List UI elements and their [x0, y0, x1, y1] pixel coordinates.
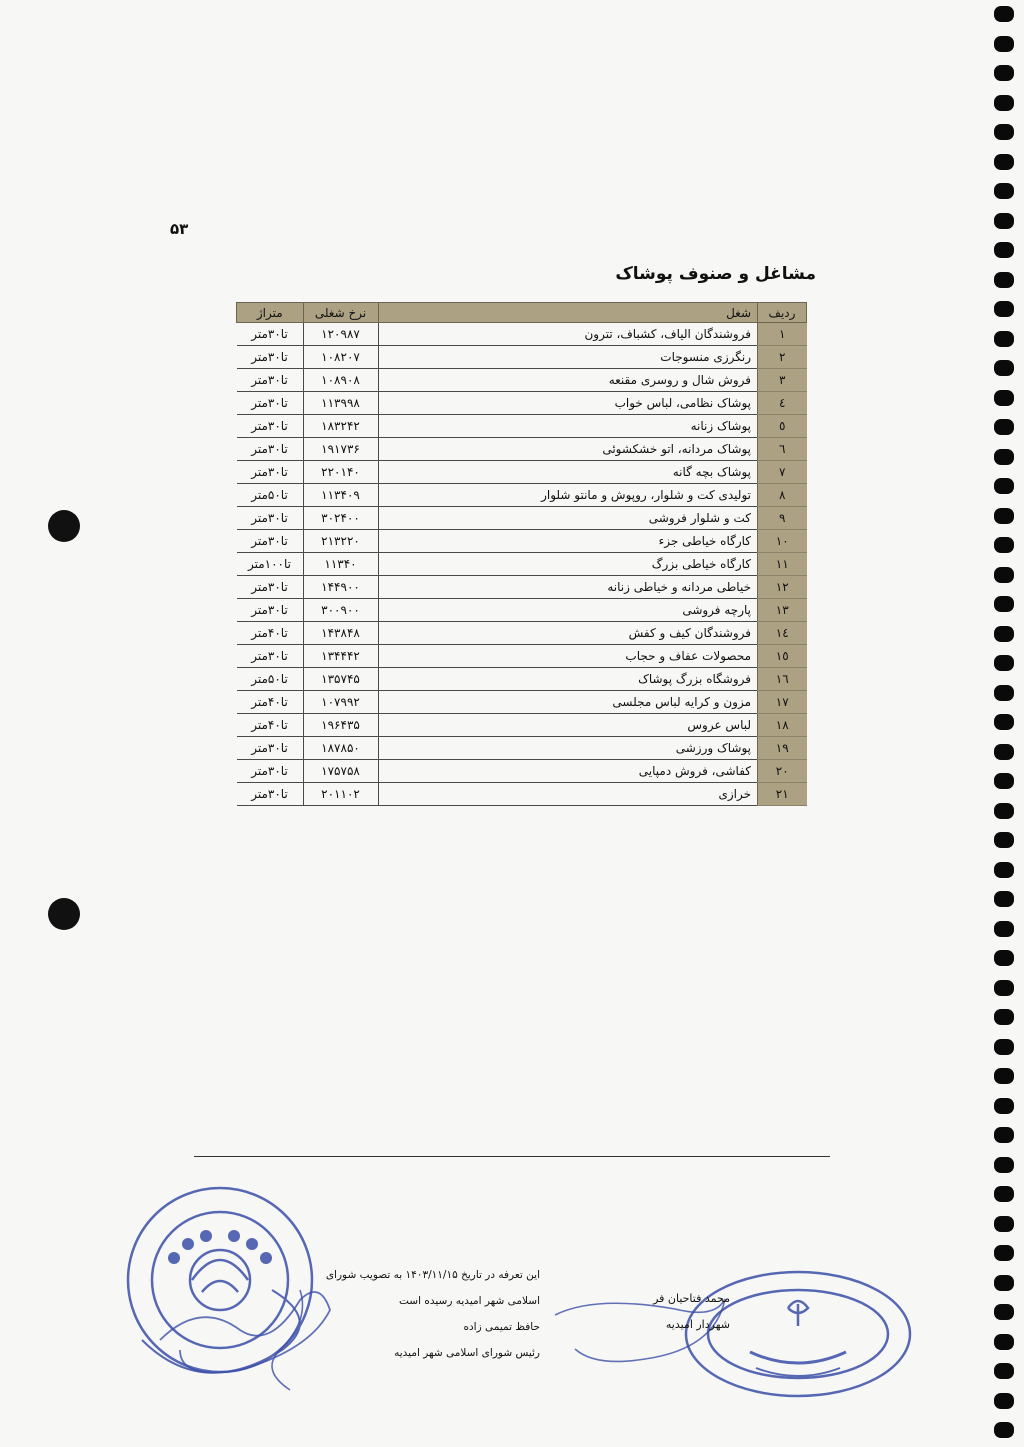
footer-divider	[194, 1156, 830, 1157]
area-limit: تا۳۰متر	[237, 369, 304, 392]
table-row	[237, 484, 807, 507]
spiral-hole	[994, 1039, 1014, 1055]
area-limit: تا۳۰متر	[237, 415, 304, 438]
spiral-hole	[994, 1068, 1014, 1084]
table-row	[237, 369, 807, 392]
occupation-rate: ۱۳۴۴۴۲	[303, 645, 378, 668]
table-row	[237, 438, 807, 461]
occupation-name: پوشاک ورزشی	[378, 737, 758, 760]
area-limit: تا۵۰متر	[237, 668, 304, 691]
area-limit: تا۳۰متر	[237, 576, 304, 599]
table-row	[237, 645, 807, 668]
occupation-rate: ۱۳۵۷۴۵	[303, 668, 378, 691]
area-limit: تا۴۰متر	[237, 714, 304, 737]
area-limit: تا۵۰متر	[237, 484, 304, 507]
row-number: ۲۰	[758, 760, 807, 783]
spiral-hole	[994, 1422, 1014, 1438]
row-number: ۸	[758, 484, 807, 507]
occupation-name: فروشگاه بزرگ پوشاک	[378, 668, 758, 691]
occupation-rate: ۲۱۳۲۲۰	[303, 530, 378, 553]
occupation-name: پوشاک بچه گانه	[378, 461, 758, 484]
occupation-name: فروشندگان الیاف، کشباف، تترون	[378, 323, 758, 346]
spiral-hole	[994, 331, 1014, 347]
mayor-role: شهردار امیدیه	[665, 1318, 730, 1331]
occupation-name: پوشاک مردانه، اتو خشکشوئی	[378, 438, 758, 461]
row-number: ۱۳	[758, 599, 807, 622]
spiral-hole	[994, 537, 1014, 553]
occupation-rate: ۱۸۷۸۵۰	[303, 737, 378, 760]
occupation-name: کارگاه خیاطی جزء	[378, 530, 758, 553]
occupation-name: محصولات عفاف و حجاب	[378, 645, 758, 668]
table-row	[237, 691, 807, 714]
row-number: ۱	[758, 323, 807, 346]
table-row	[237, 507, 807, 530]
occupation-rate: ۱۴۳۸۴۸	[303, 622, 378, 645]
table-row	[237, 783, 807, 806]
council-chair-name: حافظ تمیمی زاده	[463, 1321, 540, 1333]
table-row	[237, 599, 807, 622]
spiral-hole	[994, 213, 1014, 229]
spiral-hole	[994, 1127, 1014, 1143]
area-limit: تا۳۰متر	[237, 737, 304, 760]
page-title: مشاغل و صنوف پوشاک	[615, 264, 816, 284]
header-area: متراژ	[237, 303, 304, 323]
row-number: ۳	[758, 369, 807, 392]
occupation-name: فروشندگان کیف و کفش	[378, 622, 758, 645]
area-limit: تا۳۰متر	[237, 438, 304, 461]
mayor-name: محمد فتاحیان فر	[653, 1292, 730, 1305]
table-row	[237, 415, 807, 438]
spiral-hole	[994, 124, 1014, 140]
table-row	[237, 553, 807, 576]
occupation-rate: ۱۱۳۴۰	[303, 553, 378, 576]
row-number: ٤	[758, 392, 807, 415]
occupation-name: تولیدی کت و شلوار، روپوش و مانتو شلوار	[378, 484, 758, 507]
table-row	[237, 760, 807, 783]
spiral-hole	[994, 1393, 1014, 1409]
row-number: ۲	[758, 346, 807, 369]
table-header-row	[237, 303, 807, 323]
area-limit: تا۱۰۰متر	[237, 553, 304, 576]
area-limit: تا۳۰متر	[237, 507, 304, 530]
spiral-hole	[994, 685, 1014, 701]
spiral-hole	[994, 508, 1014, 524]
spiral-hole	[994, 242, 1014, 258]
row-number: ۱۱	[758, 553, 807, 576]
spiral-hole	[994, 95, 1014, 111]
spiral-hole	[994, 714, 1014, 730]
row-number: ۱۰	[758, 530, 807, 553]
spiral-binding	[994, 0, 1016, 1447]
spiral-hole	[994, 301, 1014, 317]
spiral-hole	[994, 803, 1014, 819]
row-number: ۱٦	[758, 668, 807, 691]
occupation-name: لباس عروس	[378, 714, 758, 737]
area-limit: تا۳۰متر	[237, 461, 304, 484]
occupation-rate: ۱۹۶۴۳۵	[303, 714, 378, 737]
occupation-rate: ۱۸۳۲۴۲	[303, 415, 378, 438]
spiral-hole	[994, 1157, 1014, 1173]
occupation-rate: ۳۰۰۹۰۰	[303, 599, 378, 622]
table-row	[237, 323, 807, 346]
spiral-hole	[994, 1098, 1014, 1114]
row-number: ٥	[758, 415, 807, 438]
area-limit: تا۳۰متر	[237, 783, 304, 806]
spiral-hole	[994, 6, 1014, 22]
occupation-table	[236, 302, 807, 806]
area-limit: تا۳۰متر	[237, 599, 304, 622]
spiral-hole	[994, 1363, 1014, 1379]
spiral-hole	[994, 390, 1014, 406]
page-number: ۵۳	[170, 220, 189, 238]
table-row	[237, 622, 807, 645]
spiral-hole	[994, 921, 1014, 937]
mayor-signature-block	[610, 1286, 730, 1338]
occupation-rate: ۳۰۲۴۰۰	[303, 507, 378, 530]
occupation-name: کارگاه خیاطی بزرگ	[378, 553, 758, 576]
spiral-hole	[994, 65, 1014, 81]
row-number: ۱۷	[758, 691, 807, 714]
row-number: ٦	[758, 438, 807, 461]
spiral-hole	[994, 862, 1014, 878]
table-body	[237, 323, 807, 806]
occupation-name: فروش شال و روسری مقنعه	[378, 369, 758, 392]
spiral-hole	[994, 1216, 1014, 1232]
spiral-hole	[994, 1009, 1014, 1025]
occupation-name: مزون و کرایه لباس مجلسی	[378, 691, 758, 714]
area-limit: تا۳۰متر	[237, 346, 304, 369]
punch-hole-upper	[48, 510, 80, 542]
occupation-rate: ۱۱۳۴۰۹	[303, 484, 378, 507]
occupation-rate: ۱۱۳۹۹۸	[303, 392, 378, 415]
occupation-rate: ۱۷۵۷۵۸	[303, 760, 378, 783]
approval-block	[300, 1262, 540, 1366]
spiral-hole	[994, 891, 1014, 907]
area-limit: تا۴۰متر	[237, 691, 304, 714]
spiral-hole	[994, 419, 1014, 435]
area-limit: تا۴۰متر	[237, 622, 304, 645]
occupation-rate: ۲۰۱۱۰۲	[303, 783, 378, 806]
header-rate: نرخ شغلی	[303, 303, 378, 323]
table-row	[237, 530, 807, 553]
spiral-hole	[994, 1304, 1014, 1320]
spiral-hole	[994, 950, 1014, 966]
table-row	[237, 737, 807, 760]
table-row	[237, 576, 807, 599]
occupation-rate: ۱۰۷۹۹۲	[303, 691, 378, 714]
row-number: ۲۱	[758, 783, 807, 806]
occupation-name: رنگرزی منسوجات	[378, 346, 758, 369]
area-limit: تا۳۰متر	[237, 645, 304, 668]
spiral-hole	[994, 1186, 1014, 1202]
punch-hole-lower	[48, 898, 80, 930]
spiral-hole	[994, 272, 1014, 288]
row-number: ۹	[758, 507, 807, 530]
spiral-hole	[994, 655, 1014, 671]
spiral-hole	[994, 1245, 1014, 1261]
area-limit: تا۳۰متر	[237, 530, 304, 553]
table-row	[237, 392, 807, 415]
occupation-name: کت و شلوار فروشی	[378, 507, 758, 530]
spiral-hole	[994, 183, 1014, 199]
area-limit: تا۳۰متر	[237, 392, 304, 415]
occupation-rate: ۱۴۴۹۰۰	[303, 576, 378, 599]
spiral-hole	[994, 449, 1014, 465]
occupation-name: پوشاک نظامی، لباس خواب	[378, 392, 758, 415]
spiral-hole	[994, 360, 1014, 376]
spiral-hole	[994, 744, 1014, 760]
occupation-name: پارچه فروشی	[378, 599, 758, 622]
spiral-hole	[994, 980, 1014, 996]
table-row	[237, 714, 807, 737]
spiral-hole	[994, 567, 1014, 583]
table-row	[237, 461, 807, 484]
occupation-rate: ۲۲۰۱۴۰	[303, 461, 378, 484]
occupation-rate: ۱۰۸۹۰۸	[303, 369, 378, 392]
spiral-hole	[994, 478, 1014, 494]
row-number: ۷	[758, 461, 807, 484]
council-chair-role: رئیس شورای اسلامی شهر امیدیه	[394, 1347, 540, 1359]
spiral-hole	[994, 1275, 1014, 1291]
row-number: ۱۲	[758, 576, 807, 599]
spiral-hole	[994, 1334, 1014, 1350]
spiral-hole	[994, 626, 1014, 642]
occupation-name: خرازی	[378, 783, 758, 806]
area-limit: تا۳۰متر	[237, 323, 304, 346]
area-limit: تا۳۰متر	[237, 760, 304, 783]
header-row-number: ردیف	[758, 303, 807, 323]
spiral-hole	[994, 832, 1014, 848]
occupation-rate: ۱۰۸۲۰۷	[303, 346, 378, 369]
occupation-name: خیاطی مردانه و خیاطی زنانه	[378, 576, 758, 599]
table-row	[237, 668, 807, 691]
row-number: ۱٤	[758, 622, 807, 645]
table-row	[237, 346, 807, 369]
header-occupation: شغل	[378, 303, 758, 323]
row-number: ۱۹	[758, 737, 807, 760]
occupation-name: پوشاک زنانه	[378, 415, 758, 438]
occupation-name: کفاشی، فروش دمپایی	[378, 760, 758, 783]
spiral-hole	[994, 154, 1014, 170]
approval-statement: این تعرفه در تاریخ ۱۴۰۳/۱۱/۱۵ به تصویب شورای اسلامی شهر امیدیه رسیده است	[325, 1269, 540, 1307]
occupation-rate: ۱۹۱۷۳۶	[303, 438, 378, 461]
spiral-hole	[994, 596, 1014, 612]
row-number: ۱۸	[758, 714, 807, 737]
occupation-rate: ۱۲۰۹۸۷	[303, 323, 378, 346]
spiral-hole	[994, 36, 1014, 52]
spiral-hole	[994, 773, 1014, 789]
row-number: ۱٥	[758, 645, 807, 668]
